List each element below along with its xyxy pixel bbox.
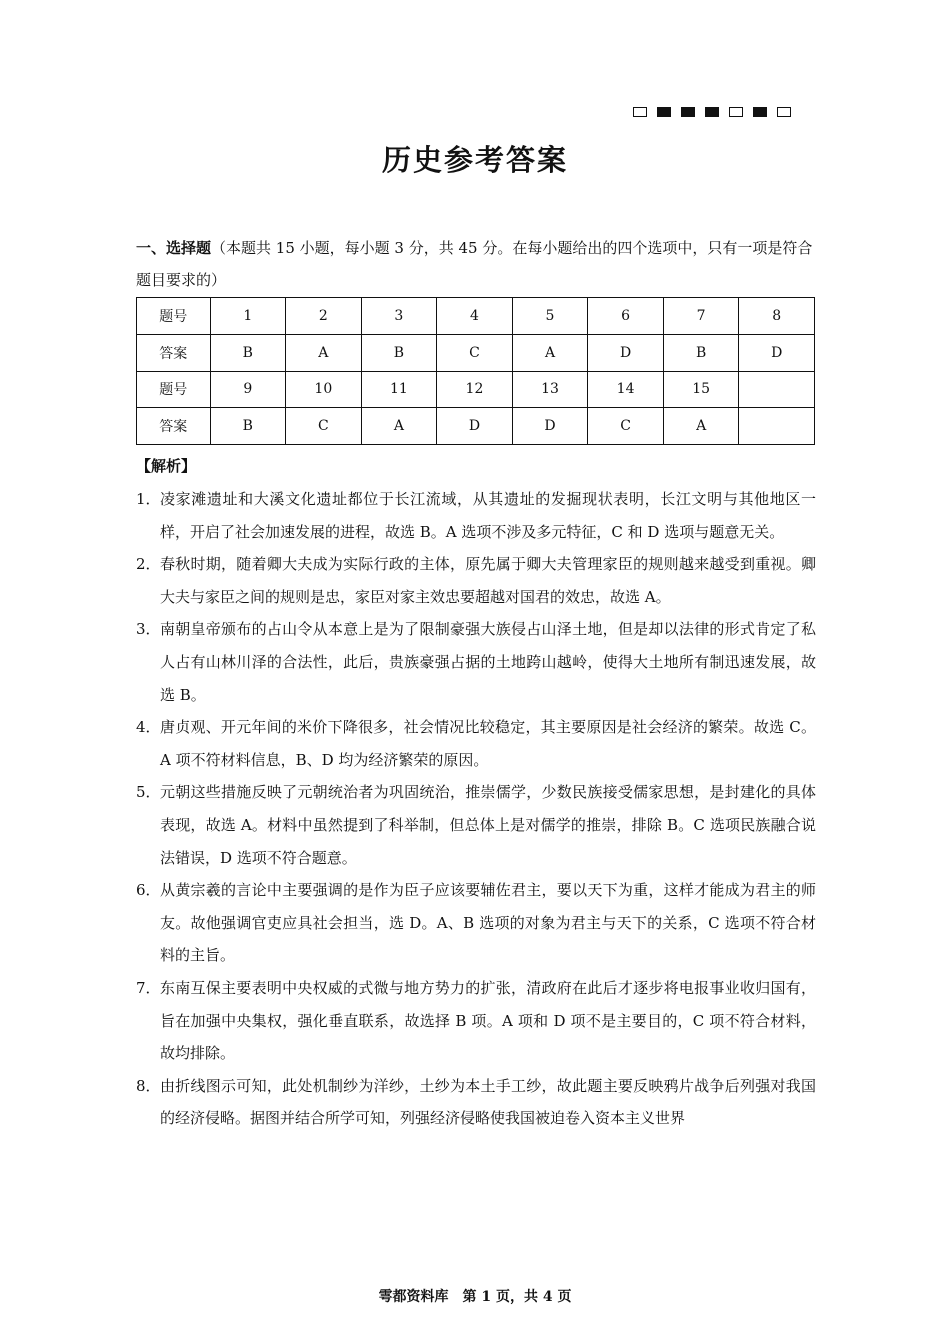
mark-square: [777, 107, 791, 117]
answer-table: [136, 297, 815, 445]
table-cell: 13: [512, 371, 588, 408]
item-text: 春秋时期，随着卿大夫成为实际行政的主体，原先属于卿大夫管理家臣的规则越来越受到重视。卿大夫与家臣之间的规则是忠，家臣对家主效忠要超越对国君的效忠，故选 A。: [160, 555, 816, 606]
item-text: 元朝这些措施反映了元朝统治者为巩固统治，推崇儒学，少数民族接受儒家思想，是封建化的具体表现，故选 A。材料中虽然提到了科举制，但总体上是对儒学的推崇，排除 B。C 选项民族融合说法错误，D 选项不符合题意。: [160, 783, 816, 867]
table-cell: D: [512, 408, 588, 445]
table-cell: 14: [588, 371, 664, 408]
table-cell: 2: [286, 298, 362, 335]
mark-square: [681, 107, 695, 117]
table-cell: B: [210, 408, 286, 445]
table-cell: 9: [210, 371, 286, 408]
table-cell: 答案: [137, 408, 211, 445]
item-number: 3．: [136, 620, 161, 639]
table-cell: 6: [588, 298, 664, 335]
table-cell: 答案: [137, 334, 211, 371]
table-cell: 4: [437, 298, 513, 335]
table-row: [137, 298, 815, 335]
table-cell: B: [210, 334, 286, 371]
header-marks: [633, 107, 791, 117]
table-cell: C: [437, 334, 513, 371]
item-number: 4．: [136, 718, 161, 737]
table-cell: A: [512, 334, 588, 371]
item-number: 5．: [136, 783, 161, 802]
list-item: [136, 776, 816, 874]
table-cell: A: [361, 408, 437, 445]
item-text: 从黄宗羲的言论中主要强调的是作为臣子应该要辅佐君主，要以天下为重，这样才能成为君主的师友。故他强调官吏应具社会担当，选 D。A、B 选项的对象为君主与天下的关系，C 选项不符合材料的主旨。: [160, 881, 816, 965]
table-row: [137, 334, 815, 371]
item-text: 由折线图示可知，此处机制纱为洋纱，土纱为本土手工纱，故此题主要反映鸦片战争后列强对我国的经济侵略。据图并结合所学可知，列强经济侵略使我国被迫卷入资本主义世界: [160, 1076, 816, 1128]
mark-square: [705, 107, 719, 117]
table-cell: 11: [361, 371, 437, 408]
table-cell: 1: [210, 298, 286, 335]
table-cell: 15: [663, 371, 739, 408]
table-cell: 题号: [137, 371, 211, 408]
table-cell: 题号: [137, 298, 211, 335]
list-item: [136, 1070, 816, 1135]
mark-square: [657, 107, 671, 117]
section-heading-label: 一、选择题: [136, 239, 212, 257]
table-cell: 3: [361, 298, 437, 335]
table-cell: 7: [663, 298, 739, 335]
list-item: [136, 972, 816, 1070]
table-cell: [739, 408, 815, 445]
item-text: 凌家滩遗址和大溪文化遗址都位于长江流域，从其遗址的发掘现状表明，长江文明与其他地区一样，开启了社会加速发展的进程，故选 B。A 选项不涉及多元特征，C 和 D 选项与题意无关。: [160, 490, 816, 541]
section-intro: （本题共 15 小题，每小题 3 分，共 45 分。在每小题给出的四个选项中，只有一项是符合题目要求的）: [136, 239, 813, 289]
table-cell: D: [588, 334, 664, 371]
table-cell: A: [286, 334, 362, 371]
table-cell: 12: [437, 371, 513, 408]
table-cell: C: [588, 408, 664, 445]
table-cell: 10: [286, 371, 362, 408]
table-cell: B: [361, 334, 437, 371]
mark-square: [753, 107, 767, 117]
table-cell: 5: [512, 298, 588, 335]
list-item: [136, 711, 816, 776]
item-number: 7．: [136, 978, 161, 997]
page-footer: 雩都资料库 第 1 页，共 4 页: [378, 1289, 572, 1305]
item-number: 8．: [136, 1076, 161, 1095]
table-cell: 8: [739, 298, 815, 335]
list-item: [136, 613, 816, 711]
item-text: 东南互保主要表明中央权威的式微与地方势力的扩张，清政府在此后才逐步将电报事业收归国有，旨在加强中央集权，强化垂直联系，故选择 B 项。A 项和 D 项不是主要目的，C 项不符合材料，故均排除。: [160, 978, 816, 1063]
table-row: [137, 408, 815, 445]
list-item: [136, 874, 816, 972]
mark-square: [633, 107, 647, 117]
item-number: 6．: [136, 881, 161, 900]
list-item: [136, 548, 816, 613]
mark-square: [729, 107, 743, 117]
page-title: 历史参考答案: [381, 143, 568, 177]
table-cell: C: [286, 408, 362, 445]
item-number: 1．: [136, 490, 161, 508]
analysis-label: 【解析】: [136, 457, 197, 475]
item-text: 唐贞观、开元年间的米价下降很多，社会情况比较稳定，其主要原因是社会经济的繁荣。故选 C。A 项不符材料信息，B、D 均为经济繁荣的原因。: [160, 718, 816, 769]
table-row: [137, 371, 815, 408]
item-number: 2．: [136, 555, 161, 574]
table-cell: D: [437, 408, 513, 445]
list-item: [136, 483, 816, 548]
table-cell: [739, 371, 815, 408]
table-cell: D: [739, 334, 815, 371]
item-text: 南朝皇帝颁布的占山令从本意上是为了限制豪强大族侵占山泽土地，但是却以法律的形式肯定了私人占有山林川泽的合法性，此后，贵族豪强占据的土地跨山越岭，使得大土地所有制迅速发展，故选 B。: [160, 620, 816, 704]
table-cell: A: [663, 408, 739, 445]
table-cell: B: [663, 334, 739, 371]
section-heading: [136, 232, 816, 296]
analysis-list: [136, 483, 816, 1135]
